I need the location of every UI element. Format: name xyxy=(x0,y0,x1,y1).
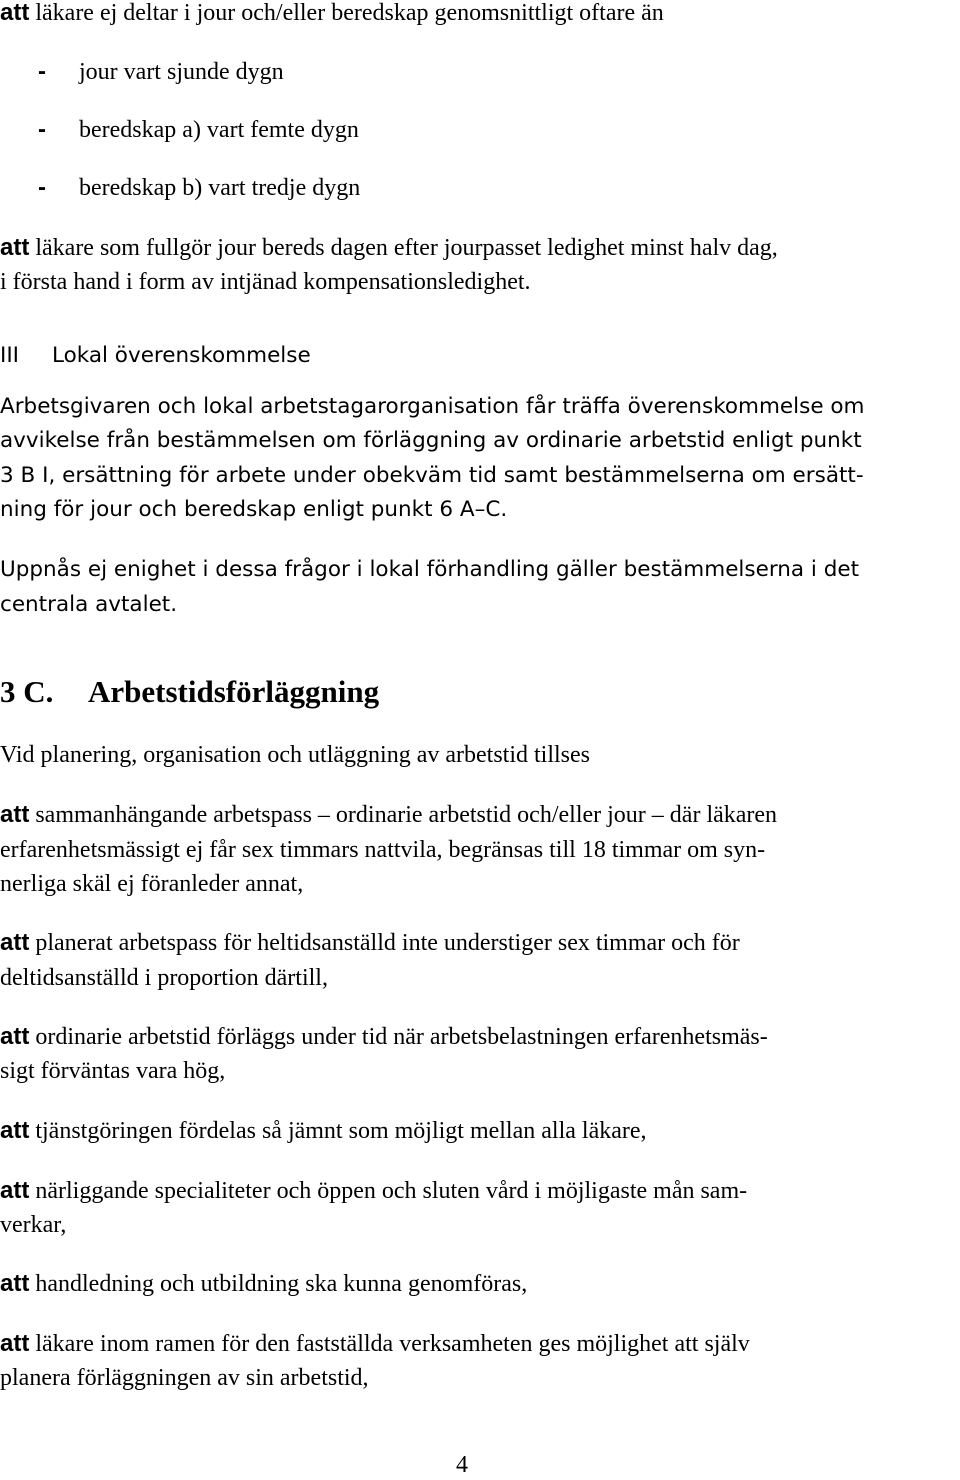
clause-line xyxy=(0,1116,647,1146)
text: planerat arbetspass för heltidsanställd inte understiger sex timmar och för xyxy=(35,930,740,956)
text: sammanhängande arbetspass – ordinarie arbetstid och/eller jour – där läkaren xyxy=(35,802,778,828)
heading-title: Arbetstidsförläggning xyxy=(88,674,380,709)
text-line: verkar, xyxy=(0,1212,67,1238)
att-keyword: att xyxy=(0,1117,30,1144)
att-keyword: att xyxy=(0,1330,30,1357)
text-line: erfarenhetsmässigt ej får sex timmars nattvila, begränsas till 18 timmar om syn- xyxy=(0,837,766,863)
text-line: centrala avtalet. xyxy=(0,592,178,617)
text-line: avvikelse från bestämmelsen om förläggning av ordinarie arbetstid enligt punkt xyxy=(0,428,862,453)
text-line: planera förläggningen av sin arbetstid, xyxy=(0,1365,369,1391)
clause-line xyxy=(0,1269,527,1299)
att-keyword: att xyxy=(0,1177,30,1204)
att-keyword: att xyxy=(0,1023,30,1050)
text: ordinarie arbetstid förläggs under tid när arbetsbelastningen erfarenhetsmäs- xyxy=(35,1024,768,1050)
clause-line xyxy=(0,1329,750,1359)
list-item: beredskap a) vart femte dygn xyxy=(79,117,359,143)
text-line: sigt förväntas vara hög, xyxy=(0,1058,226,1084)
text: tjänstgöringen fördelas så jämnt som möjligt mellan alla läkare, xyxy=(35,1118,647,1144)
att-keyword: att xyxy=(0,0,30,26)
clause-line xyxy=(0,1176,747,1206)
text: handledning och utbildning ska kunna genomföras, xyxy=(35,1271,528,1297)
section-roman: III xyxy=(0,343,20,368)
text-line: nerliga skäl ej föranleder annat, xyxy=(0,871,304,897)
att-keyword: att xyxy=(0,929,30,956)
text: läkare ej deltar i jour och/eller beredskap genomsnittligt oftare än xyxy=(35,0,664,26)
att-keyword: att xyxy=(0,1270,30,1297)
intro-line: Vid planering, organisation och utläggning av arbetstid tillses xyxy=(0,742,591,768)
heading-number: 3 C. xyxy=(0,674,54,709)
clause-line xyxy=(0,928,740,958)
att-keyword: att xyxy=(0,234,30,261)
section-heading-3c xyxy=(0,674,379,710)
clause-line xyxy=(0,800,777,830)
list-dash: - xyxy=(38,174,46,201)
list-item: beredskap b) vart tredje dygn xyxy=(79,175,361,201)
text-line: 3 B I, ersättning för arbete under obekväm tid samt bestämmelserna om ersätt- xyxy=(0,463,864,488)
list-item: jour vart sjunde dygn xyxy=(79,59,284,85)
text-line: deltidsanställd i proportion därtill, xyxy=(0,965,328,991)
page-number: 4 xyxy=(456,1452,468,1478)
list-dash: - xyxy=(38,58,46,85)
text-line: Uppnås ej enighet i dessa frågor i lokal förhandling gäller bestämmelserna i det xyxy=(0,557,860,582)
clause-line xyxy=(0,233,778,263)
text-line: i första hand i form av intjänad kompensationsledighet. xyxy=(0,269,531,295)
clause-line xyxy=(0,0,664,28)
text: läkare som fullgör jour bereds dagen efter jourpasset ledighet minst halv dag, xyxy=(35,235,778,261)
section-title: Lokal överenskommelse xyxy=(52,343,311,368)
att-keyword: att xyxy=(0,801,30,828)
section-heading xyxy=(0,341,311,371)
text: läkare inom ramen för den fastställda verksamheten ges möjlighet att själv xyxy=(35,1331,750,1357)
list-dash: - xyxy=(38,116,46,143)
text-line: Arbetsgivaren och lokal arbetstagarorganisation får träffa överenskommelse om xyxy=(0,394,865,419)
text-line: ning för jour och beredskap enligt punkt 6 A–C. xyxy=(0,497,508,522)
text: närliggande specialiteter och öppen och sluten vård i möjligaste mån sam- xyxy=(35,1178,748,1204)
clause-line xyxy=(0,1022,768,1052)
